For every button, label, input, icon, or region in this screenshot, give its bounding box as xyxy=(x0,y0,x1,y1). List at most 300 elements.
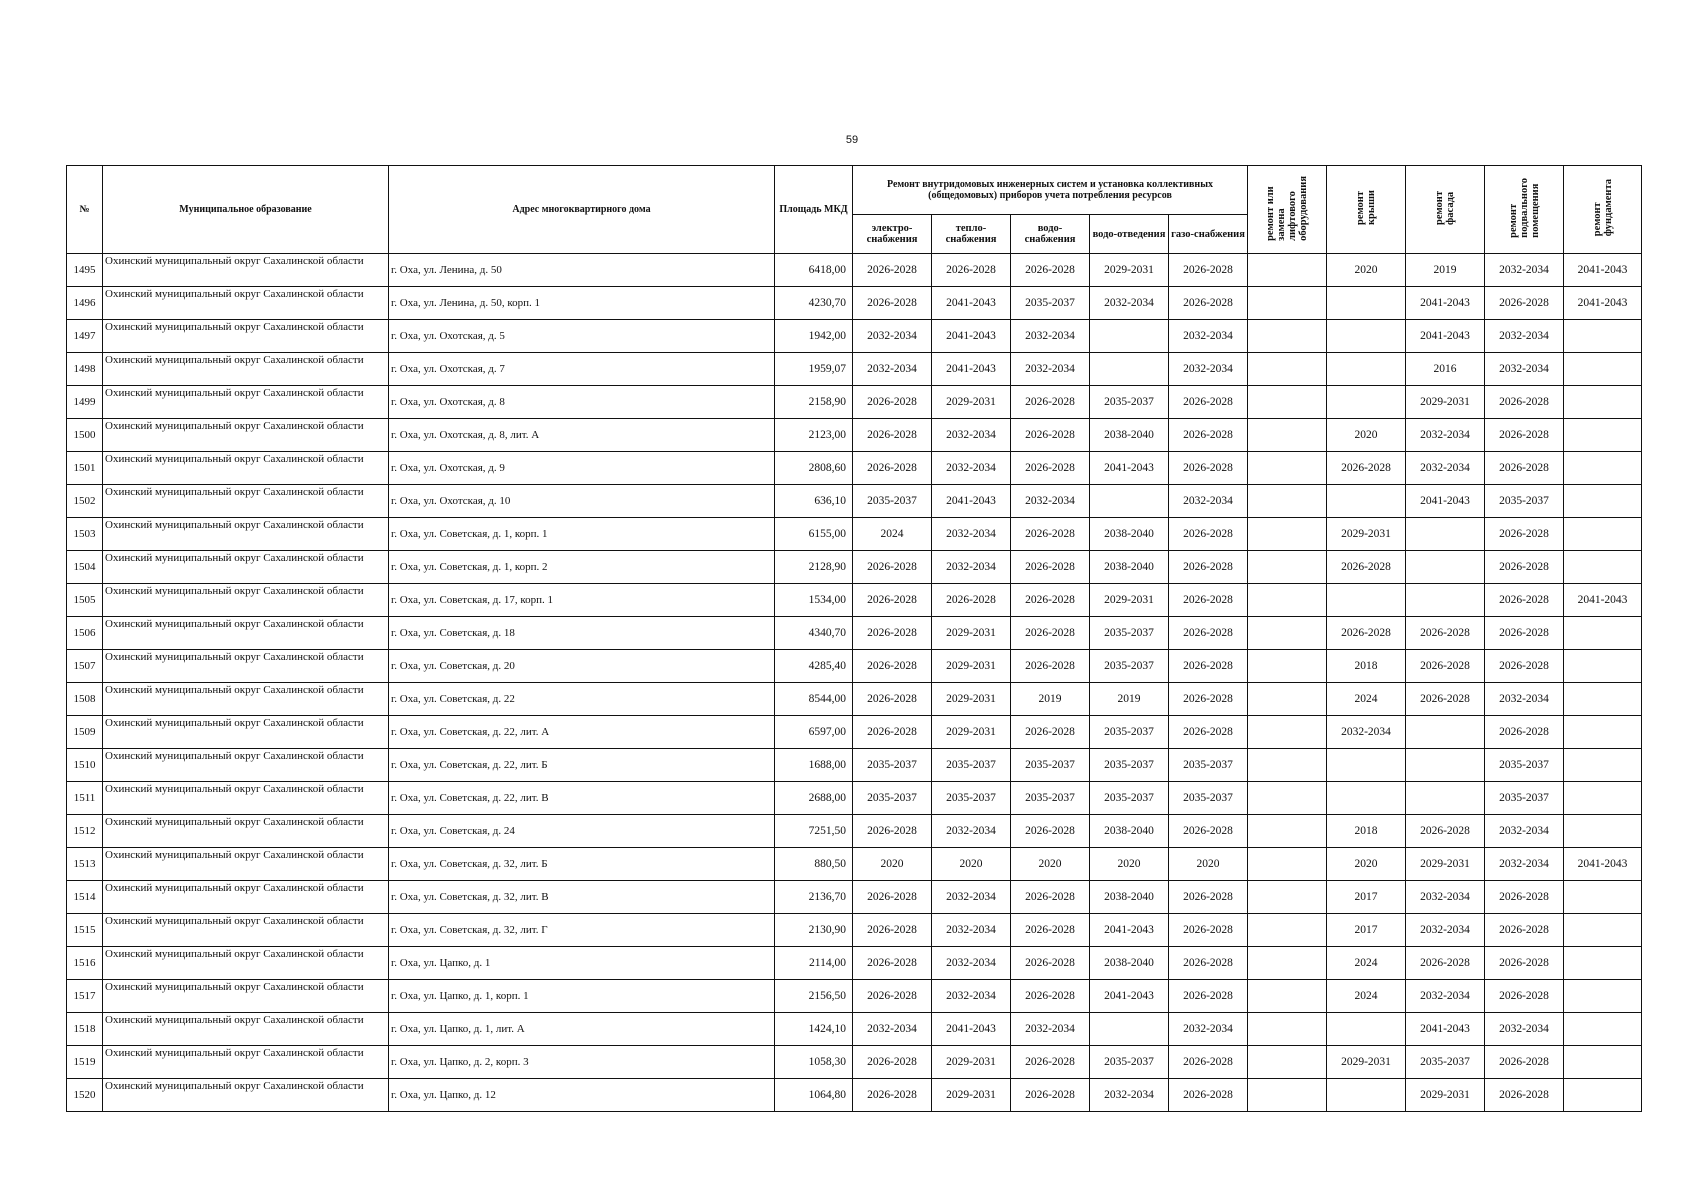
water-supply-cell: 2032-2034 xyxy=(1011,485,1090,518)
basement-cell: 2026-2028 xyxy=(1485,881,1564,914)
table-row xyxy=(67,518,1642,551)
electricity-cell: 2035-2037 xyxy=(853,485,932,518)
basement-cell: 2026-2028 xyxy=(1485,518,1564,551)
heating-cell: 2032-2034 xyxy=(932,881,1011,914)
header-elevator: ремонт или замена лифтового оборудования xyxy=(1248,166,1327,254)
foundation-cell xyxy=(1564,518,1642,551)
water-supply-cell: 2032-2034 xyxy=(1011,353,1090,386)
row-number: 1510 xyxy=(67,749,103,782)
electricity-cell: 2026-2028 xyxy=(853,584,932,617)
address-cell: г. Оха, ул. Охотская, д. 10 xyxy=(389,485,775,518)
electricity-cell: 2024 xyxy=(853,518,932,551)
elevator-cell xyxy=(1248,287,1327,320)
facade-cell xyxy=(1406,716,1485,749)
water-supply-cell: 2035-2037 xyxy=(1011,749,1090,782)
facade-cell xyxy=(1406,584,1485,617)
elevator-cell xyxy=(1248,947,1327,980)
basement-cell: 2026-2028 xyxy=(1485,551,1564,584)
address-cell: г. Оха, ул. Советская, д. 1, корп. 2 xyxy=(389,551,775,584)
facade-cell: 2026-2028 xyxy=(1406,650,1485,683)
table-row xyxy=(67,914,1642,947)
electricity-cell: 2026-2028 xyxy=(853,650,932,683)
row-number: 1504 xyxy=(67,551,103,584)
heating-cell: 2029-2031 xyxy=(932,386,1011,419)
heating-cell: 2029-2031 xyxy=(932,1079,1011,1112)
electricity-cell: 2026-2028 xyxy=(853,980,932,1013)
basement-cell: 2032-2034 xyxy=(1485,254,1564,287)
facade-cell: 2026-2028 xyxy=(1406,683,1485,716)
address-cell: г. Оха, ул. Ленина, д. 50, корп. 1 xyxy=(389,287,775,320)
row-number: 1517 xyxy=(67,980,103,1013)
roof-cell xyxy=(1327,1079,1406,1112)
table-row xyxy=(67,650,1642,683)
elevator-cell xyxy=(1248,353,1327,386)
header-electricity: электро-снабжения xyxy=(853,215,932,254)
electricity-cell: 2026-2028 xyxy=(853,617,932,650)
address-cell: г. Оха, ул. Советская, д. 32, лит. Б xyxy=(389,848,775,881)
row-number: 1512 xyxy=(67,815,103,848)
roof-cell: 2018 xyxy=(1327,815,1406,848)
row-number: 1515 xyxy=(67,914,103,947)
area-cell: 2156,50 xyxy=(775,980,853,1013)
electricity-cell: 2035-2037 xyxy=(853,782,932,815)
area-cell: 6155,00 xyxy=(775,518,853,551)
area-cell: 4340,70 xyxy=(775,617,853,650)
address-cell: г. Оха, ул. Охотская, д. 8 xyxy=(389,386,775,419)
address-cell: г. Оха, ул. Советская, д. 17, корп. 1 xyxy=(389,584,775,617)
area-cell: 1959,07 xyxy=(775,353,853,386)
electricity-cell: 2035-2037 xyxy=(853,749,932,782)
table-row xyxy=(67,980,1642,1013)
address-cell: г. Оха, ул. Советская, д. 32, лит. В xyxy=(389,881,775,914)
table-row xyxy=(67,1013,1642,1046)
drainage-cell: 2019 xyxy=(1090,683,1169,716)
address-cell: г. Оха, ул. Цапко, д. 1 xyxy=(389,947,775,980)
area-cell: 880,50 xyxy=(775,848,853,881)
facade-cell: 2019 xyxy=(1406,254,1485,287)
water-supply-cell: 2032-2034 xyxy=(1011,1013,1090,1046)
municipality-cell: Охинский муниципальный округ Сахалинской области xyxy=(103,1079,389,1112)
row-number: 1519 xyxy=(67,1046,103,1079)
gas-cell: 2026-2028 xyxy=(1169,1046,1248,1079)
area-cell: 2123,00 xyxy=(775,419,853,452)
table-row xyxy=(67,683,1642,716)
foundation-cell xyxy=(1564,650,1642,683)
foundation-cell xyxy=(1564,716,1642,749)
basement-cell: 2026-2028 xyxy=(1485,716,1564,749)
heating-cell: 2041-2043 xyxy=(932,1013,1011,1046)
foundation-cell xyxy=(1564,617,1642,650)
roof-cell xyxy=(1327,386,1406,419)
gas-cell: 2035-2037 xyxy=(1169,749,1248,782)
drainage-cell: 2038-2040 xyxy=(1090,419,1169,452)
basement-cell: 2026-2028 xyxy=(1485,452,1564,485)
basement-cell: 2026-2028 xyxy=(1485,1046,1564,1079)
row-number: 1513 xyxy=(67,848,103,881)
municipality-cell: Охинский муниципальный округ Сахалинской области xyxy=(103,551,389,584)
gas-cell: 2032-2034 xyxy=(1169,320,1248,353)
electricity-cell: 2032-2034 xyxy=(853,353,932,386)
electricity-cell: 2026-2028 xyxy=(853,947,932,980)
foundation-cell xyxy=(1564,1046,1642,1079)
basement-cell: 2032-2034 xyxy=(1485,320,1564,353)
heating-cell: 2041-2043 xyxy=(932,320,1011,353)
drainage-cell: 2035-2037 xyxy=(1090,782,1169,815)
municipality-cell: Охинский муниципальный округ Сахалинской области xyxy=(103,683,389,716)
facade-cell: 2032-2034 xyxy=(1406,419,1485,452)
foundation-cell xyxy=(1564,320,1642,353)
gas-cell: 2032-2034 xyxy=(1169,353,1248,386)
municipality-cell: Охинский муниципальный округ Сахалинской области xyxy=(103,584,389,617)
facade-cell: 2041-2043 xyxy=(1406,287,1485,320)
table-row xyxy=(67,881,1642,914)
row-number: 1495 xyxy=(67,254,103,287)
header-heating: тепло-снабжения xyxy=(932,215,1011,254)
gas-cell: 2026-2028 xyxy=(1169,815,1248,848)
elevator-cell xyxy=(1248,320,1327,353)
water-supply-cell: 2020 xyxy=(1011,848,1090,881)
area-cell: 1688,00 xyxy=(775,749,853,782)
drainage-cell: 2038-2040 xyxy=(1090,881,1169,914)
drainage-cell: 2038-2040 xyxy=(1090,518,1169,551)
water-supply-cell: 2026-2028 xyxy=(1011,584,1090,617)
elevator-cell xyxy=(1248,749,1327,782)
address-cell: г. Оха, ул. Советская, д. 24 xyxy=(389,815,775,848)
water-supply-cell: 2026-2028 xyxy=(1011,617,1090,650)
electricity-cell: 2026-2028 xyxy=(853,254,932,287)
municipality-cell: Охинский муниципальный округ Сахалинской области xyxy=(103,716,389,749)
drainage-cell xyxy=(1090,485,1169,518)
row-number: 1509 xyxy=(67,716,103,749)
municipality-cell: Охинский муниципальный округ Сахалинской области xyxy=(103,386,389,419)
row-number: 1503 xyxy=(67,518,103,551)
drainage-cell: 2041-2043 xyxy=(1090,452,1169,485)
roof-cell: 2026-2028 xyxy=(1327,617,1406,650)
facade-cell: 2032-2034 xyxy=(1406,881,1485,914)
heating-cell: 2035-2037 xyxy=(932,749,1011,782)
elevator-cell xyxy=(1248,452,1327,485)
foundation-cell xyxy=(1564,881,1642,914)
heating-cell: 2032-2034 xyxy=(932,980,1011,1013)
municipality-cell: Охинский муниципальный округ Сахалинской области xyxy=(103,254,389,287)
address-cell: г. Оха, ул. Охотская, д. 7 xyxy=(389,353,775,386)
water-supply-cell: 2035-2037 xyxy=(1011,287,1090,320)
row-number: 1497 xyxy=(67,320,103,353)
heating-cell: 2026-2028 xyxy=(932,254,1011,287)
area-cell: 2688,00 xyxy=(775,782,853,815)
municipality-cell: Охинский муниципальный округ Сахалинской области xyxy=(103,881,389,914)
gas-cell: 2035-2037 xyxy=(1169,782,1248,815)
roof-cell: 2029-2031 xyxy=(1327,1046,1406,1079)
basement-cell: 2026-2028 xyxy=(1485,947,1564,980)
basement-cell: 2026-2028 xyxy=(1485,617,1564,650)
water-supply-cell: 2026-2028 xyxy=(1011,452,1090,485)
basement-cell: 2032-2034 xyxy=(1485,848,1564,881)
header-roof: ремонт крыши xyxy=(1327,166,1406,254)
address-cell: г. Оха, ул. Ленина, д. 50 xyxy=(389,254,775,287)
facade-cell: 2032-2034 xyxy=(1406,452,1485,485)
roof-cell xyxy=(1327,485,1406,518)
elevator-cell xyxy=(1248,683,1327,716)
row-number: 1501 xyxy=(67,452,103,485)
roof-cell: 2029-2031 xyxy=(1327,518,1406,551)
municipality-cell: Охинский муниципальный округ Сахалинской области xyxy=(103,419,389,452)
area-cell: 1424,10 xyxy=(775,1013,853,1046)
gas-cell: 2026-2028 xyxy=(1169,419,1248,452)
elevator-cell xyxy=(1248,485,1327,518)
foundation-cell: 2041-2043 xyxy=(1564,287,1642,320)
header-gas: газо-снабжения xyxy=(1169,215,1248,254)
municipality-cell: Охинский муниципальный округ Сахалинской области xyxy=(103,815,389,848)
table-row xyxy=(67,848,1642,881)
roof-cell: 2020 xyxy=(1327,848,1406,881)
foundation-cell xyxy=(1564,782,1642,815)
drainage-cell: 2035-2037 xyxy=(1090,617,1169,650)
facade-cell: 2041-2043 xyxy=(1406,320,1485,353)
municipality-cell: Охинский муниципальный округ Сахалинской области xyxy=(103,749,389,782)
gas-cell: 2026-2028 xyxy=(1169,551,1248,584)
drainage-cell: 2038-2040 xyxy=(1090,551,1169,584)
row-number: 1499 xyxy=(67,386,103,419)
header-basement: ремонт подвального помещения xyxy=(1485,166,1564,254)
electricity-cell: 2026-2028 xyxy=(853,1046,932,1079)
electricity-cell: 2020 xyxy=(853,848,932,881)
facade-cell: 2035-2037 xyxy=(1406,1046,1485,1079)
row-number: 1500 xyxy=(67,419,103,452)
header-municipality: Муниципальное образование xyxy=(103,166,389,254)
facade-cell: 2026-2028 xyxy=(1406,815,1485,848)
heating-cell: 2032-2034 xyxy=(932,419,1011,452)
basement-cell: 2026-2028 xyxy=(1485,584,1564,617)
gas-cell: 2020 xyxy=(1169,848,1248,881)
water-supply-cell: 2026-2028 xyxy=(1011,1046,1090,1079)
roof-cell: 2017 xyxy=(1327,881,1406,914)
drainage-cell: 2035-2037 xyxy=(1090,1046,1169,1079)
heating-cell: 2032-2034 xyxy=(932,518,1011,551)
facade-cell xyxy=(1406,782,1485,815)
heating-cell: 2032-2034 xyxy=(932,947,1011,980)
electricity-cell: 2026-2028 xyxy=(853,716,932,749)
address-cell: г. Оха, ул. Охотская, д. 9 xyxy=(389,452,775,485)
facade-cell: 2032-2034 xyxy=(1406,980,1485,1013)
gas-cell: 2026-2028 xyxy=(1169,716,1248,749)
municipality-cell: Охинский муниципальный округ Сахалинской области xyxy=(103,947,389,980)
heating-cell: 2041-2043 xyxy=(932,485,1011,518)
gas-cell: 2032-2034 xyxy=(1169,1013,1248,1046)
foundation-cell: 2041-2043 xyxy=(1564,254,1642,287)
facade-cell: 2026-2028 xyxy=(1406,947,1485,980)
header-area: Площадь МКД xyxy=(775,166,853,254)
municipality-cell: Охинский муниципальный округ Сахалинской области xyxy=(103,848,389,881)
header-water-supply: водо-снабжения xyxy=(1011,215,1090,254)
address-cell: г. Оха, ул. Цапко, д. 1, лит. А xyxy=(389,1013,775,1046)
roof-cell xyxy=(1327,287,1406,320)
elevator-cell xyxy=(1248,1013,1327,1046)
drainage-cell: 2041-2043 xyxy=(1090,980,1169,1013)
area-cell: 4285,40 xyxy=(775,650,853,683)
area-cell: 2136,70 xyxy=(775,881,853,914)
gas-cell: 2026-2028 xyxy=(1169,980,1248,1013)
elevator-cell xyxy=(1248,881,1327,914)
heating-cell: 2020 xyxy=(932,848,1011,881)
foundation-cell xyxy=(1564,749,1642,782)
drainage-cell xyxy=(1090,1013,1169,1046)
elevator-cell xyxy=(1248,617,1327,650)
header-foundation: ремонт фундамента xyxy=(1564,166,1642,254)
elevator-cell xyxy=(1248,1046,1327,1079)
row-number: 1520 xyxy=(67,1079,103,1112)
water-supply-cell: 2032-2034 xyxy=(1011,320,1090,353)
header-address: Адрес многоквартирного дома xyxy=(389,166,775,254)
row-number: 1511 xyxy=(67,782,103,815)
drainage-cell: 2038-2040 xyxy=(1090,947,1169,980)
area-cell: 6418,00 xyxy=(775,254,853,287)
elevator-cell xyxy=(1248,650,1327,683)
water-supply-cell: 2026-2028 xyxy=(1011,386,1090,419)
water-supply-cell: 2026-2028 xyxy=(1011,518,1090,551)
page-number: 59 xyxy=(845,134,859,146)
basement-cell: 2026-2028 xyxy=(1485,386,1564,419)
address-cell: г. Оха, ул. Советская, д. 22, лит. Б xyxy=(389,749,775,782)
drainage-cell xyxy=(1090,320,1169,353)
table-row xyxy=(67,716,1642,749)
roof-cell xyxy=(1327,320,1406,353)
water-supply-cell: 2026-2028 xyxy=(1011,815,1090,848)
area-cell: 2130,90 xyxy=(775,914,853,947)
roof-cell: 2032-2034 xyxy=(1327,716,1406,749)
address-cell: г. Оха, ул. Цапко, д. 2, корп. 3 xyxy=(389,1046,775,1079)
water-supply-cell: 2035-2037 xyxy=(1011,782,1090,815)
electricity-cell: 2032-2034 xyxy=(853,1013,932,1046)
water-supply-cell: 2026-2028 xyxy=(1011,650,1090,683)
municipality-cell: Охинский муниципальный округ Сахалинской области xyxy=(103,518,389,551)
elevator-cell xyxy=(1248,716,1327,749)
foundation-cell: 2041-2043 xyxy=(1564,848,1642,881)
heating-cell: 2029-2031 xyxy=(932,617,1011,650)
table-row xyxy=(67,353,1642,386)
municipality-cell: Охинский муниципальный округ Сахалинской области xyxy=(103,617,389,650)
drainage-cell: 2038-2040 xyxy=(1090,815,1169,848)
electricity-cell: 2032-2034 xyxy=(853,320,932,353)
drainage-cell: 2032-2034 xyxy=(1090,287,1169,320)
water-supply-cell: 2026-2028 xyxy=(1011,716,1090,749)
elevator-cell xyxy=(1248,782,1327,815)
water-supply-cell: 2026-2028 xyxy=(1011,254,1090,287)
row-number: 1502 xyxy=(67,485,103,518)
roof-cell: 2017 xyxy=(1327,914,1406,947)
table-row xyxy=(67,287,1642,320)
municipality-cell: Охинский муниципальный округ Сахалинской области xyxy=(103,287,389,320)
municipality-cell: Охинский муниципальный округ Сахалинской области xyxy=(103,353,389,386)
municipality-cell: Охинский муниципальный округ Сахалинской области xyxy=(103,320,389,353)
facade-cell: 2041-2043 xyxy=(1406,1013,1485,1046)
roof-cell: 2020 xyxy=(1327,419,1406,452)
header-systems-group: Ремонт внутридомовых инженерных систем и установка коллективных (общедомовых) приборов учета потребления ресурсов xyxy=(853,166,1248,215)
basement-cell: 2032-2034 xyxy=(1485,1013,1564,1046)
drainage-cell xyxy=(1090,353,1169,386)
heating-cell: 2032-2034 xyxy=(932,815,1011,848)
heating-cell: 2032-2034 xyxy=(932,914,1011,947)
area-cell: 4230,70 xyxy=(775,287,853,320)
facade-cell: 2029-2031 xyxy=(1406,1079,1485,1112)
row-number: 1507 xyxy=(67,650,103,683)
heating-cell: 2029-2031 xyxy=(932,716,1011,749)
roof-cell: 2020 xyxy=(1327,254,1406,287)
facade-cell: 2032-2034 xyxy=(1406,914,1485,947)
table-row xyxy=(67,485,1642,518)
facade-cell: 2029-2031 xyxy=(1406,386,1485,419)
gas-cell: 2026-2028 xyxy=(1169,287,1248,320)
header-facade: ремонт фасада xyxy=(1406,166,1485,254)
row-number: 1518 xyxy=(67,1013,103,1046)
table-row xyxy=(67,551,1642,584)
water-supply-cell: 2026-2028 xyxy=(1011,980,1090,1013)
area-cell: 2158,90 xyxy=(775,386,853,419)
foundation-cell xyxy=(1564,419,1642,452)
municipality-cell: Охинский муниципальный округ Сахалинской области xyxy=(103,914,389,947)
facade-cell: 2029-2031 xyxy=(1406,848,1485,881)
water-supply-cell: 2026-2028 xyxy=(1011,551,1090,584)
gas-cell: 2026-2028 xyxy=(1169,881,1248,914)
row-number: 1506 xyxy=(67,617,103,650)
foundation-cell xyxy=(1564,1079,1642,1112)
table-row xyxy=(67,386,1642,419)
table-row xyxy=(67,419,1642,452)
drainage-cell: 2035-2037 xyxy=(1090,716,1169,749)
foundation-cell xyxy=(1564,1013,1642,1046)
address-cell: г. Оха, ул. Советская, д. 18 xyxy=(389,617,775,650)
heating-cell: 2026-2028 xyxy=(932,584,1011,617)
roof-cell: 2024 xyxy=(1327,683,1406,716)
area-cell: 1942,00 xyxy=(775,320,853,353)
roof-cell xyxy=(1327,1013,1406,1046)
elevator-cell xyxy=(1248,914,1327,947)
facade-cell: 2016 xyxy=(1406,353,1485,386)
roof-cell xyxy=(1327,749,1406,782)
electricity-cell: 2026-2028 xyxy=(853,815,932,848)
address-cell: г. Оха, ул. Советская, д. 22, лит. В xyxy=(389,782,775,815)
elevator-cell xyxy=(1248,419,1327,452)
heating-cell: 2035-2037 xyxy=(932,782,1011,815)
facade-cell: 2041-2043 xyxy=(1406,485,1485,518)
elevator-cell xyxy=(1248,584,1327,617)
header-num: № xyxy=(67,166,103,254)
table-row xyxy=(67,1079,1642,1112)
heating-cell: 2032-2034 xyxy=(932,551,1011,584)
basement-cell: 2035-2037 xyxy=(1485,485,1564,518)
elevator-cell xyxy=(1248,815,1327,848)
table-row xyxy=(67,617,1642,650)
basement-cell: 2026-2028 xyxy=(1485,287,1564,320)
electricity-cell: 2026-2028 xyxy=(853,881,932,914)
gas-cell: 2026-2028 xyxy=(1169,254,1248,287)
row-number: 1505 xyxy=(67,584,103,617)
address-cell: г. Оха, ул. Цапко, д. 12 xyxy=(389,1079,775,1112)
basement-cell: 2026-2028 xyxy=(1485,419,1564,452)
foundation-cell xyxy=(1564,683,1642,716)
elevator-cell xyxy=(1248,518,1327,551)
facade-cell: 2026-2028 xyxy=(1406,617,1485,650)
table-row xyxy=(67,584,1642,617)
water-supply-cell: 2026-2028 xyxy=(1011,914,1090,947)
foundation-cell xyxy=(1564,353,1642,386)
heating-cell: 2029-2031 xyxy=(932,683,1011,716)
roof-cell: 2026-2028 xyxy=(1327,452,1406,485)
area-cell: 636,10 xyxy=(775,485,853,518)
repair-schedule-table xyxy=(66,165,1642,1112)
drainage-cell: 2032-2034 xyxy=(1090,1079,1169,1112)
roof-cell xyxy=(1327,584,1406,617)
